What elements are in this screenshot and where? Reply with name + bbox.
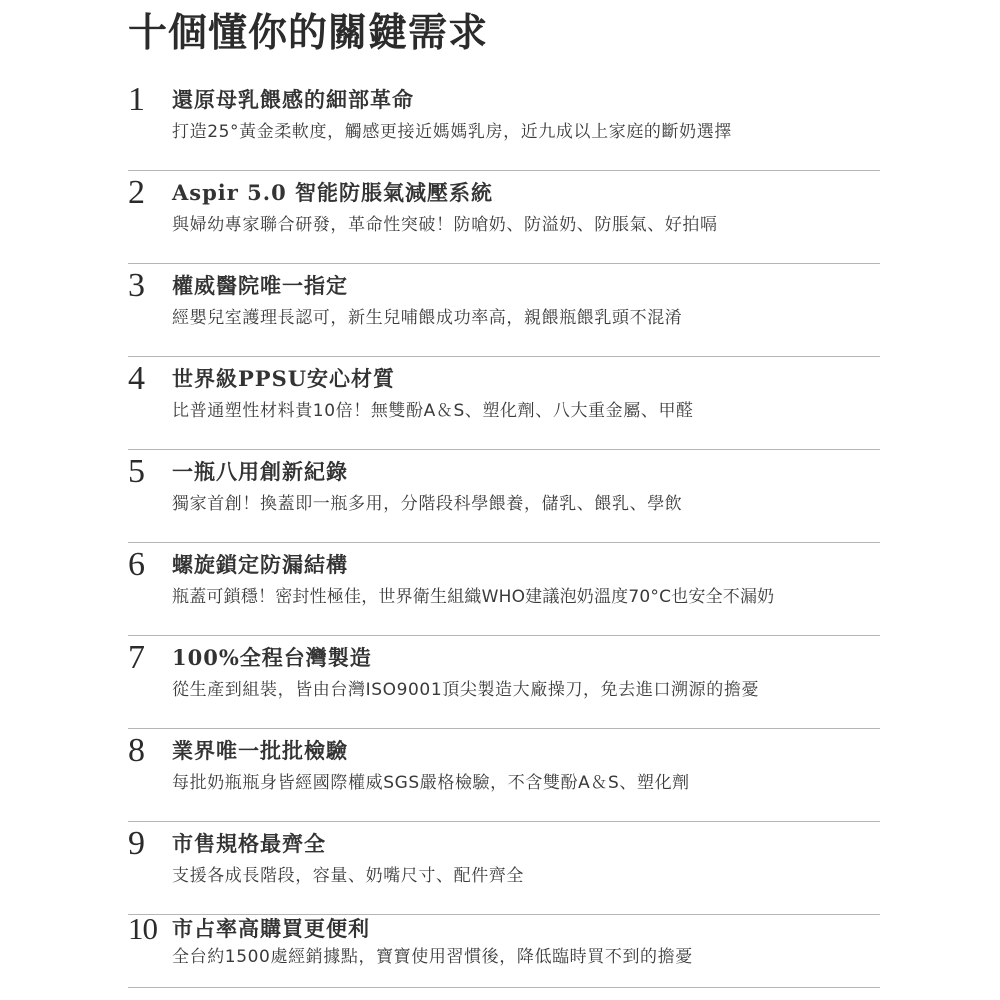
item-title: 100%全程台灣製造 — [172, 645, 372, 670]
item-description: 全台約1500處經銷據點，寶寶使用習慣後，降低臨時買不到的擔憂 — [172, 947, 693, 967]
item-title: 世界級PPSU安心材質 — [172, 366, 396, 391]
item-number: 9 — [128, 825, 145, 862]
item-number: 1 — [128, 81, 145, 118]
item-description: 瓶蓋可鎖穩！密封性極佳，世界衛生組織WHO建議泡奶溫度70°C也安全不漏奶 — [172, 587, 775, 607]
feature-item-5 — [128, 450, 880, 543]
item-title: Aspir 5.0 智能防脹氣減壓系統 — [172, 180, 493, 205]
page-title: 十個懂你的關鍵需求 — [128, 10, 489, 56]
item-title: 業界唯一批批檢驗 — [172, 738, 348, 763]
item-title: 市占率高購買更便利 — [172, 916, 370, 941]
item-number: 6 — [128, 546, 145, 583]
item-number: 3 — [128, 267, 145, 304]
item-description: 經嬰兒室護理長認可，新生兒哺餵成功率高，親餵瓶餵乳頭不混淆 — [172, 308, 683, 328]
item-number: 2 — [128, 174, 145, 211]
item-title: 螺旋鎖定防漏結構 — [172, 552, 348, 577]
feature-item-3 — [128, 264, 880, 357]
feature-item-6 — [128, 543, 880, 636]
item-description: 與婦幼專家聯合研發，革命性突破！防嗆奶、防溢奶、防脹氣、好拍嗝 — [172, 215, 718, 235]
item-title: 一瓶八用創新紀錄 — [172, 459, 348, 484]
feature-item-1 — [128, 78, 880, 171]
item-number: 8 — [128, 732, 145, 769]
feature-item-8 — [128, 729, 880, 822]
feature-item-2 — [128, 171, 880, 264]
item-description: 獨家首創！換蓋即一瓶多用，分階段科學餵養，儲乳、餵乳、學飲 — [172, 494, 683, 514]
item-number: 5 — [128, 453, 145, 490]
feature-item-4 — [128, 357, 880, 450]
item-description: 從生產到組裝，皆由台灣ISO9001頂尖製造大廠操刀，免去進口溯源的擔憂 — [172, 680, 760, 700]
item-title: 市售規格最齊全 — [172, 831, 326, 856]
item-title: 權威醫院唯一指定 — [172, 273, 348, 298]
item-description: 支援各成長階段，容量、奶嘴尺寸、配件齊全 — [172, 866, 524, 886]
item-number: 7 — [128, 639, 145, 676]
feature-item-10 — [128, 907, 880, 988]
item-description: 每批奶瓶瓶身皆經國際權威SGS嚴格檢驗，不含雙酚A＆S、塑化劑 — [172, 773, 690, 793]
item-title: 還原母乳餵感的細部革命 — [172, 87, 414, 112]
item-number: 10 — [128, 911, 157, 946]
item-number: 4 — [128, 360, 145, 397]
feature-item-7 — [128, 636, 880, 729]
item-description: 打造25°黃金柔軟度，觸感更接近媽媽乳房，近九成以上家庭的斷奶選擇 — [172, 122, 732, 142]
item-description: 比普通塑性材料貴10倍！無雙酚A＆S、塑化劑、八大重金屬、甲醛 — [172, 401, 694, 421]
feature-item-9 — [128, 822, 880, 915]
